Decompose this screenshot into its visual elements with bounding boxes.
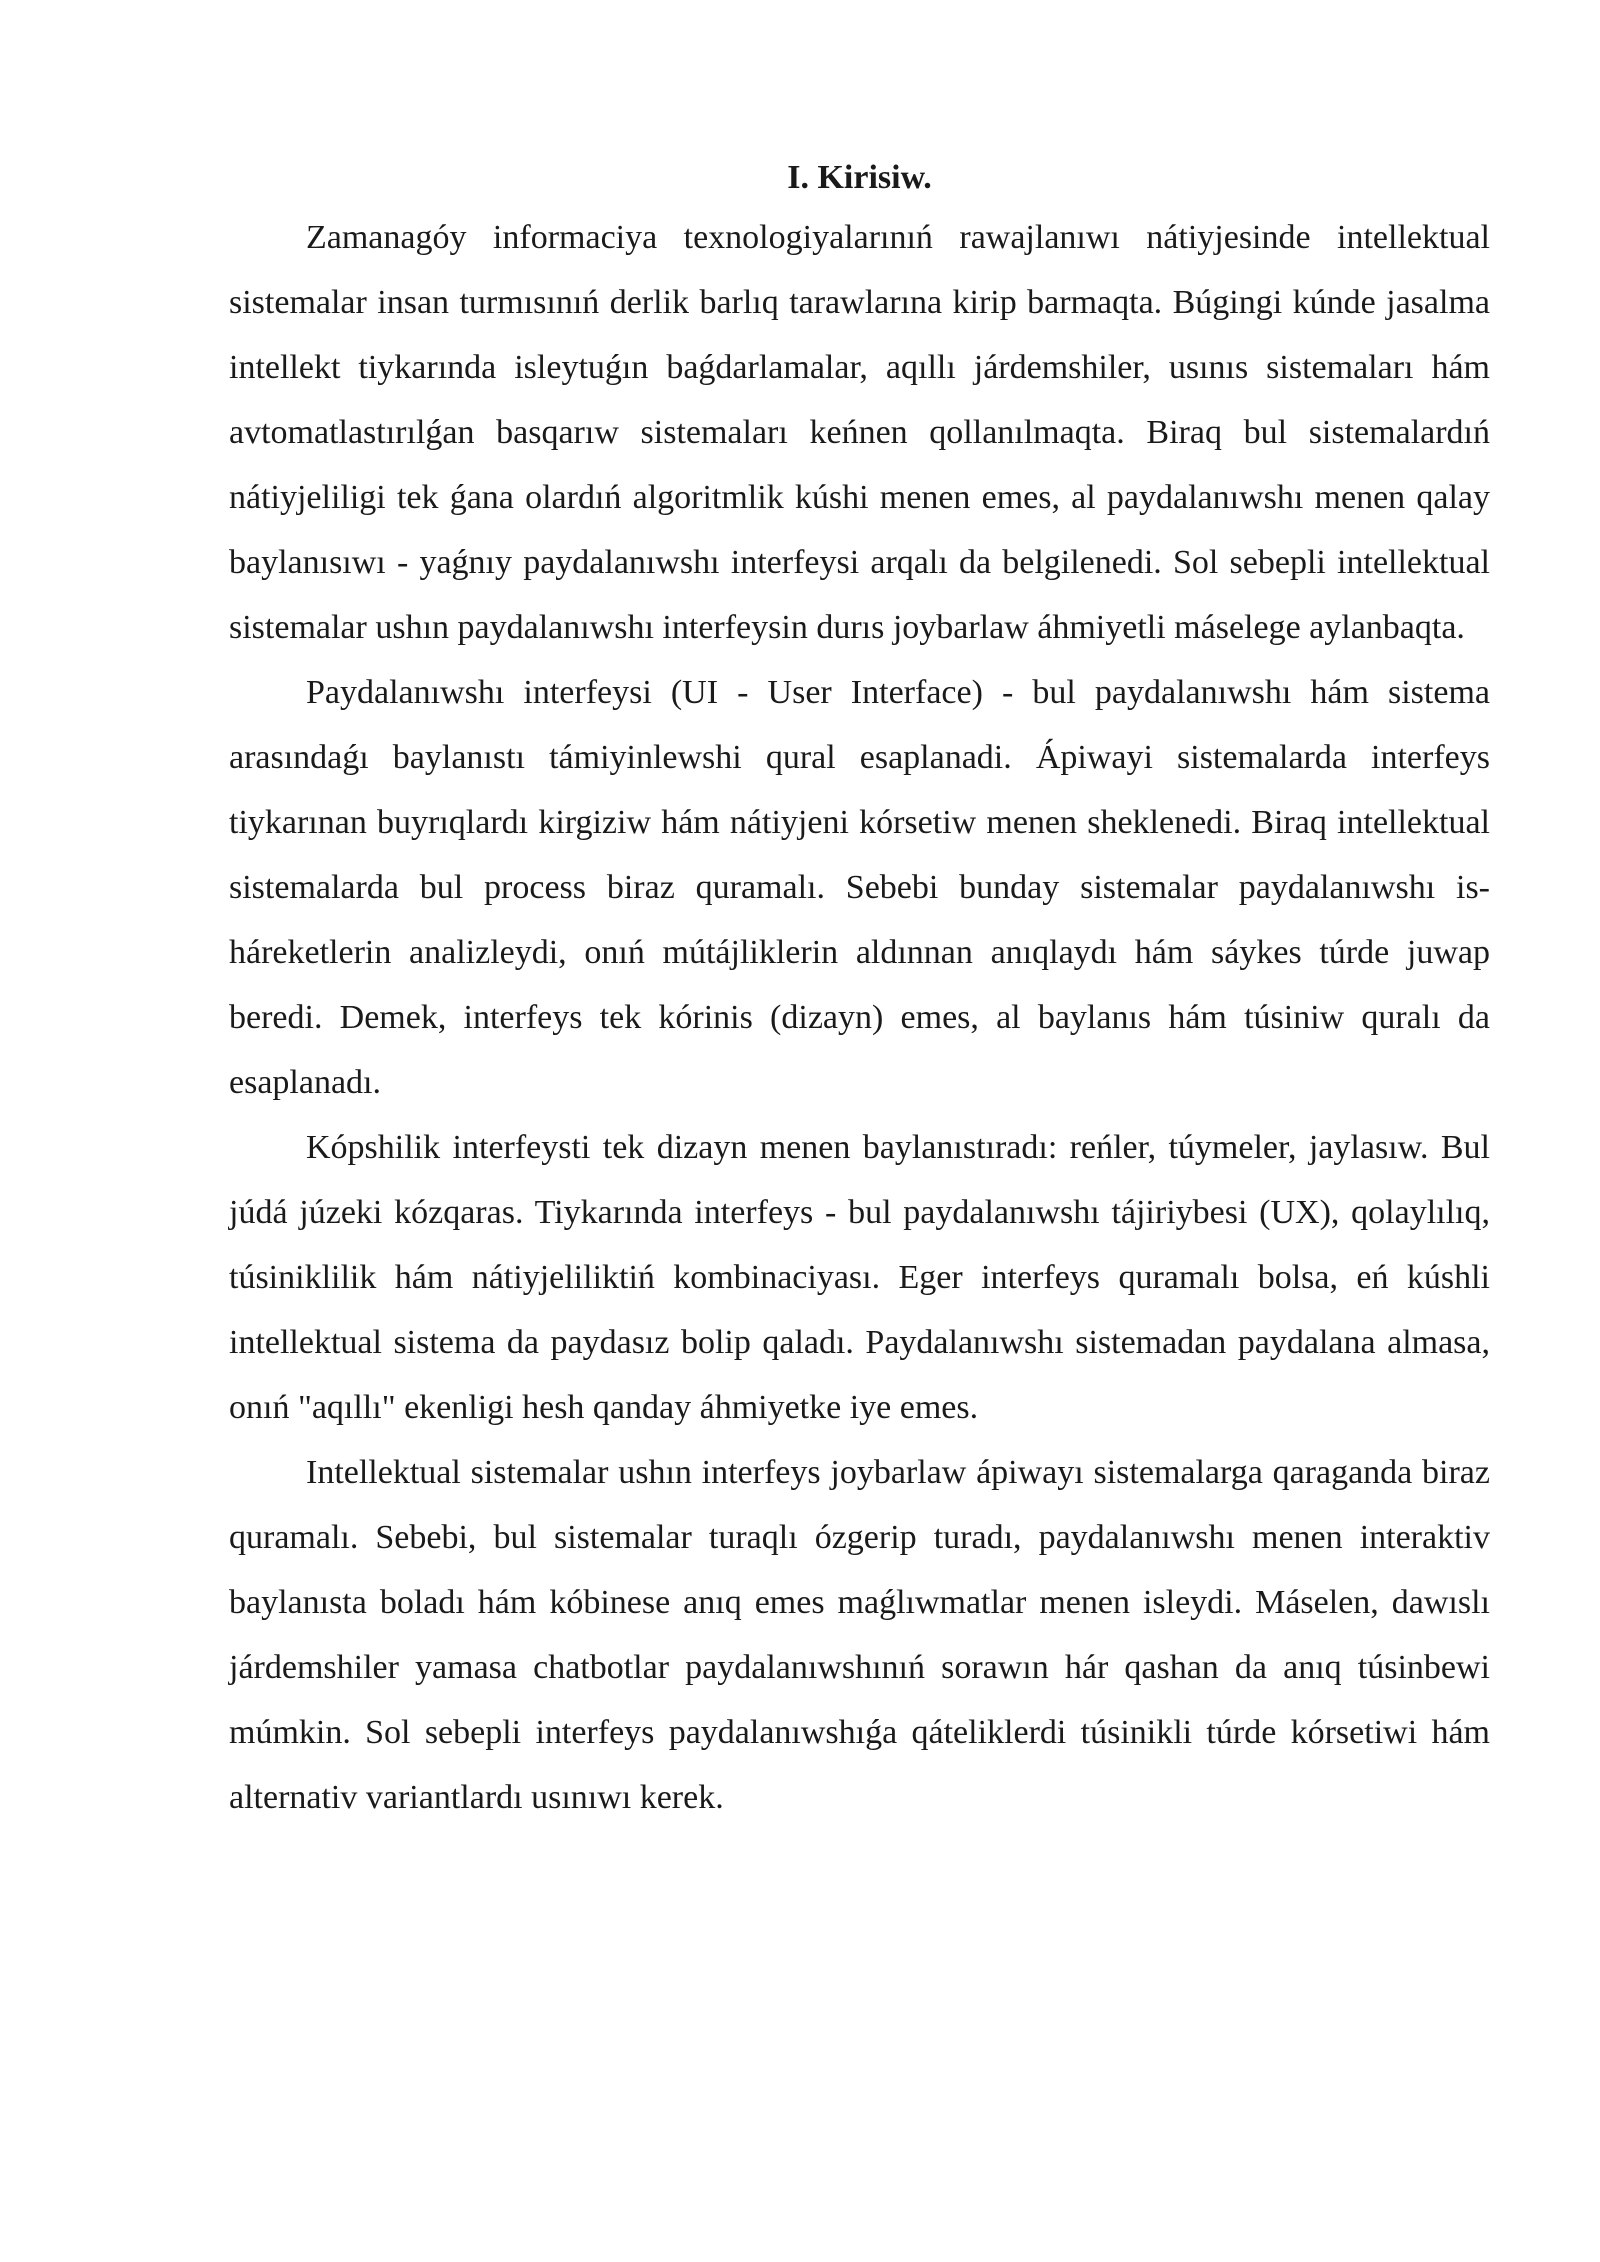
section-heading: I. Kirisiw. [787, 159, 932, 196]
paragraph-2: Paydalanıwshı interfeysi (UI - User Interface) - bul paydalanıwshı hám sistema arasındaǵı baylanıstı támiyinlewshi qural esaplanadi. Ápiwayi sistemalarda interfeys tiykarınan buyrıqlardı kirgiziw hám nátiyjeni kórsetiw menen sheklenedi. Biraq intellektual sistemalarda bul process biraz quramalı. Sebebi bunday sistemalar paydalanıwshı is-háreketlerin analizleydi, onıń mútájliklerin aldınnan anıqlaydı hám sáykes túrde juwap beredi. Demek, interfeys tek kórinis (dizayn) emes, al baylanıs hám túsiniw quralı da esaplanadı. [229, 674, 1490, 1101]
paragraph-1: Zamanagóy informaciya texnologiyalarınıń rawajlanıwı nátiyjesinde intellektual sistemalar insan turmısınıń derlik barlıq tarawlarına kirip barmaqta. Búgingi kúnde jasalma intellekt tiykarında isleytuǵın baǵdarlamalar, aqıllı járdemshiler, usınıs sistemaları hám avtomatlastırılǵan basqarıw sistemaları keńnen qollanılmaqta. Biraq bul sistemalardıń nátiyjeliligi tek ǵana olardıń algoritmlik kúshi menen emes, al paydalanıwshı menen qalay baylanısıwı - yaǵnıy paydalanıwshı interfeysi arqalı da belgilenedi. Sol sebepli intellektual sistemalar ushın paydalanıwshı interfeysin durıs joybarlaw áhmiyetli máselege aylanbaqta. [229, 219, 1490, 646]
paragraph-4: Intellektual sistemalar ushın interfeys joybarlaw ápiwayı sistemalarga qaraganda biraz quramalı. Sebebi, bul sistemalar turaqlı ózgerip turadı, paydalanıwshı menen interaktiv baylanısta boladı hám kóbinese anıq emes maǵlıwmatlar menen isleydi. Máselen, dawıslı járdemshiler yamasa chatbotlar paydalanıwshınıń sorawın hár qashan da anıq túsinbewi múmkin. Sol sebepli interfeys paydalanıwshıǵa qáteliklerdi túsinikli túrde kórsetiwi hám alternativ variantlardı usınıwı kerek. [229, 1454, 1490, 1816]
document-body [229, 150, 1490, 1830]
paragraph-3: Kópshilik interfeysti tek dizayn menen baylanıstıradı: reńler, túymeler, jaylasıw. Bul júdá júzeki kózqaras. Tiykarında interfeys - bul paydalanıwshı tájiriybesi (UX), qolaylılıq, túsiniklilik hám nátiyjeliliktiń kombinaciyası. Eger interfeys quramalı bolsa, eń kúshli intellektual sistema da paydasız bolip qaladı. Paydalanıwshı sistemadan paydalana almasa, onıń "aqıllı" ekenligi hesh qanday áhmiyetke iye emes. [229, 1129, 1490, 1426]
